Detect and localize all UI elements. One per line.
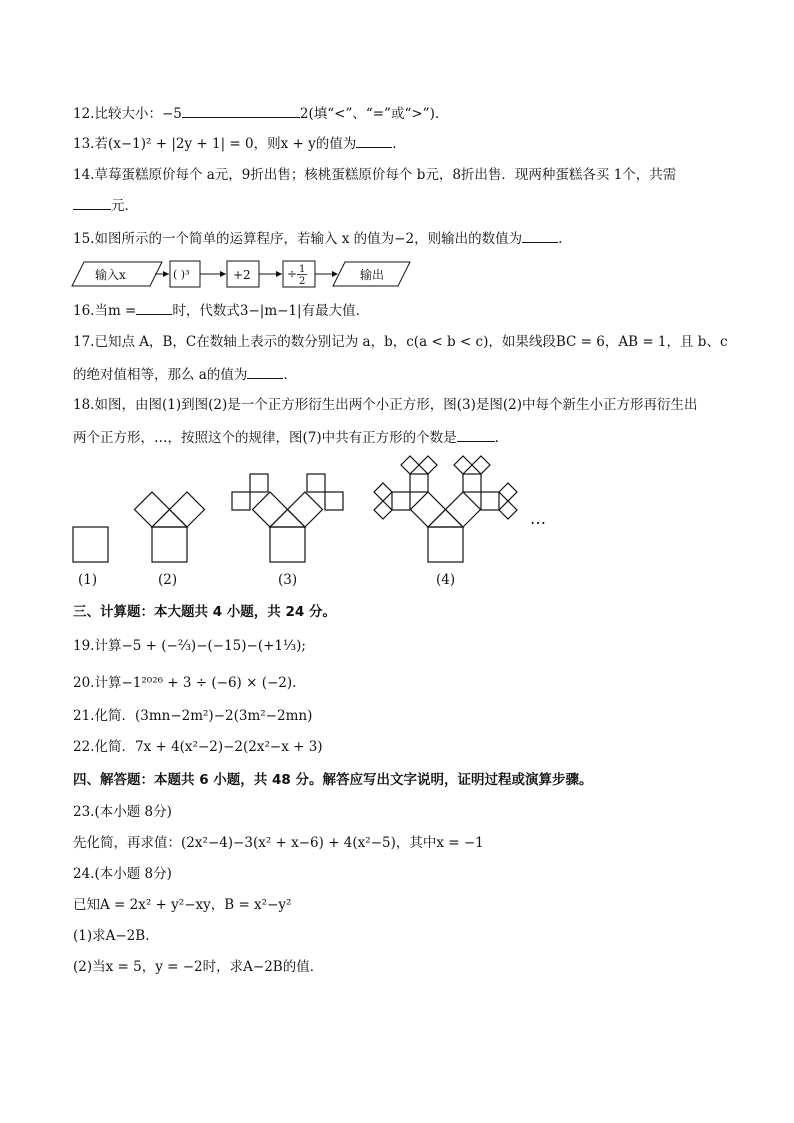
question-23-body: 先化简，再求值：(2x²−4)−3(x² + x−6) + 4(x²−5)，其中x = −1 bbox=[73, 835, 484, 851]
question-14-cont bbox=[73, 196, 138, 215]
arrow-icon bbox=[276, 271, 282, 277]
question-18 bbox=[73, 396, 697, 414]
question-15 bbox=[73, 229, 562, 248]
question-12 bbox=[73, 104, 439, 123]
q18-text: 18.如图，由图(1)到图(2)是一个正方形衍生出两个小正方形，图(3)是图(2)中每个新生小正方形再衍生出 bbox=[73, 397, 698, 413]
q12-tail: 2(填“<”、“=”或“>”). bbox=[299, 106, 440, 122]
question-13 bbox=[73, 134, 397, 153]
question-23-header: 23.(本小题 8分) bbox=[73, 804, 172, 820]
answer-blank[interactable] bbox=[356, 134, 392, 148]
fig4 bbox=[374, 456, 517, 562]
flow-step3-den: 2 bbox=[299, 276, 306, 287]
question-17 bbox=[73, 333, 728, 351]
q14-text: 14.草莓蛋糕原价每个 a元，9折出售；核桃蛋糕原价每个 b元，8折出售．现两种蛋糕各买 1个，共需 bbox=[73, 167, 677, 183]
fig-label-4: (4) bbox=[436, 572, 456, 588]
flowchart bbox=[70, 258, 430, 290]
answer-blank[interactable] bbox=[247, 365, 283, 379]
q16-text: 16.当m = bbox=[73, 303, 137, 319]
fig2 bbox=[135, 492, 205, 562]
arrow-icon bbox=[332, 271, 338, 277]
q13-text: 13.若(x−1)² + |2y + 1| = 0，则x + y的值为 bbox=[73, 136, 357, 152]
q17-text: 17.已知点 A，B，C在数轴上表示的数分别记为 a，b，c(a < b < c)，如果线段BC = 6，AB = 1，且 b、c bbox=[73, 334, 728, 350]
q13-end: . bbox=[392, 136, 397, 152]
section-3-heading: 三、计算题：本大题共 4 小题，共 24 分。 bbox=[73, 604, 336, 620]
question-17-cont bbox=[73, 365, 288, 384]
q18-end: . bbox=[494, 430, 499, 446]
section-4-heading: 四、解答题：本题共 6 小题，共 48 分。解答应写出文字说明，证明过程或演算步骤。 bbox=[73, 772, 593, 788]
q12-text: 12.比较大小：−5 bbox=[73, 106, 182, 122]
fig-label-3: (3) bbox=[278, 572, 298, 588]
question-16 bbox=[73, 301, 369, 320]
fig1-square bbox=[73, 527, 108, 562]
question-24-body: 已知A = 2x² + y²−xy，B = x²−y² bbox=[73, 897, 292, 913]
question-22: 22.化简．7x + 4(x²−2)−2(2x²−x + 3) bbox=[73, 739, 323, 755]
arrow-icon bbox=[163, 271, 169, 277]
answer-blank[interactable] bbox=[182, 104, 300, 118]
answer-blank[interactable] bbox=[457, 428, 495, 442]
q17-end: . bbox=[283, 367, 288, 383]
q16-tail: 时，代数式3−|m−1|有最大值． bbox=[172, 303, 370, 319]
arrow-icon bbox=[220, 271, 226, 277]
question-24-part-1: (1)求A−2B. bbox=[73, 928, 150, 944]
question-24-part-2: (2)当x = 5，y = −2时，求A−2B的值． bbox=[73, 959, 324, 975]
square-tree-figure bbox=[60, 446, 560, 596]
flow-step1-label: ( )³ bbox=[173, 268, 190, 281]
question-20: 20.计算−1²⁰²⁶ + 3 ÷ (−6) × (−2). bbox=[73, 675, 297, 691]
question-24-header: 24.(本小题 8分) bbox=[73, 866, 172, 882]
flow-step3-prefix: ÷ bbox=[287, 267, 298, 281]
flow-output-label: 输出 bbox=[360, 268, 385, 282]
answer-blank[interactable] bbox=[73, 196, 111, 210]
fig-label-1: (1) bbox=[78, 572, 98, 588]
flow-input-label: 输入x bbox=[95, 268, 126, 282]
q14-tail: 元． bbox=[111, 198, 138, 214]
question-19: 19.计算−5 + (−⅔)−(−15)−(+1⅓); bbox=[73, 638, 306, 654]
q15-end: . bbox=[558, 231, 563, 247]
answer-blank[interactable] bbox=[522, 229, 558, 243]
flow-step2-label: +2 bbox=[233, 268, 251, 282]
flow-step3-num: 1 bbox=[299, 264, 306, 275]
fig-ellipsis: … bbox=[530, 509, 546, 528]
question-14 bbox=[73, 166, 676, 184]
fig3 bbox=[232, 474, 343, 562]
q17-text-2: 的绝对值相等，那么 a的值为 bbox=[73, 367, 248, 383]
answer-blank[interactable] bbox=[136, 301, 172, 315]
fig-label-2: (2) bbox=[158, 572, 178, 588]
question-18-cont bbox=[73, 428, 499, 447]
q15-text: 15.如图所示的一个简单的运算程序，若输入 x 的值为−2，则输出的数值为 bbox=[73, 231, 523, 247]
q18-text-2: 两个正方形，…，按照这个的规律，图(7)中共有正方形的个数是 bbox=[73, 430, 457, 446]
question-21: 21.化简．(3mn−2m²)−2(3m²−2mn) bbox=[73, 708, 313, 724]
